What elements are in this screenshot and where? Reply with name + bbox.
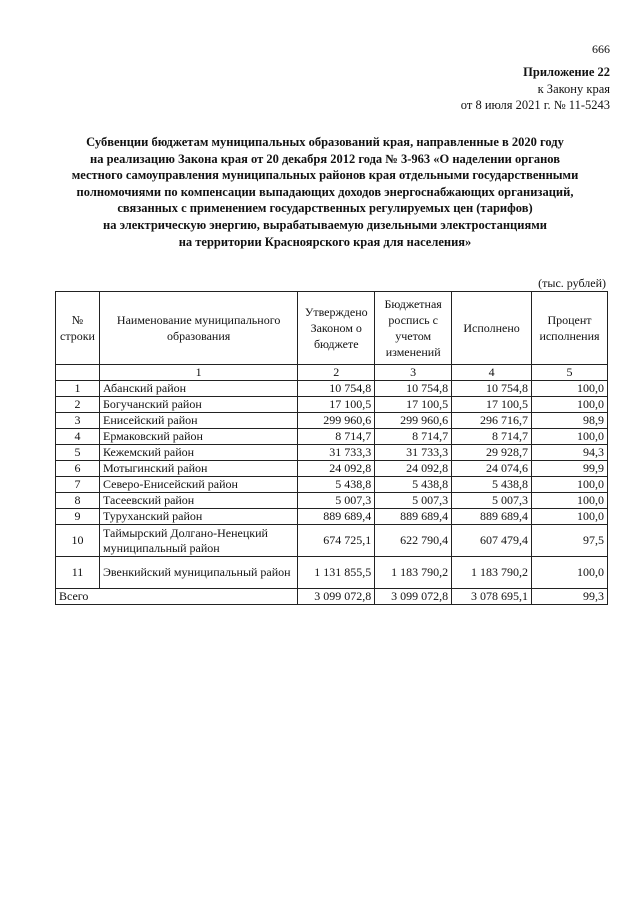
header-budget-schedule: Бюджетная роспись с учетом изменений xyxy=(375,292,452,365)
row-number-cell: 5 xyxy=(56,445,100,461)
title-line: Субвенции бюджетам муниципальных образований края, направленные в 2020 году xyxy=(86,135,564,149)
percent-cell: 100,0 xyxy=(532,557,608,589)
approved-cell: 5 438,8 xyxy=(298,477,375,493)
municipality-cell: Таймырский Долгано-Ненецкий муниципальный район xyxy=(99,525,297,557)
table-header-row xyxy=(56,292,608,365)
schedule-cell: 8 714,7 xyxy=(375,429,452,445)
approved-cell: 674 725,1 xyxy=(298,525,375,557)
executed-cell: 5 438,8 xyxy=(452,477,532,493)
title-line: местного самоуправления муниципальных районов края отдельными государственными xyxy=(71,168,579,183)
percent-cell: 100,0 xyxy=(532,381,608,397)
schedule-cell: 889 689,4 xyxy=(375,509,452,525)
total-row xyxy=(56,589,608,605)
executed-cell: 1 183 790,2 xyxy=(452,557,532,589)
header-row-number: № строки xyxy=(56,292,100,365)
municipality-cell: Ермаковский район xyxy=(99,429,297,445)
table-row xyxy=(56,413,608,429)
row-number-cell: 11 xyxy=(56,557,100,589)
header-approved: Утверждено Законом о бюджете xyxy=(298,292,375,365)
row-number-cell: 10 xyxy=(56,525,100,557)
municipality-cell: Енисейский район xyxy=(99,413,297,429)
executed-cell: 29 928,7 xyxy=(452,445,532,461)
approved-cell: 1 131 855,5 xyxy=(298,557,375,589)
column-number-cell: 3 xyxy=(375,365,452,381)
executed-cell: 5 007,3 xyxy=(452,493,532,509)
table-row xyxy=(56,477,608,493)
executed-cell: 607 479,4 xyxy=(452,525,532,557)
row-number-cell: 4 xyxy=(56,429,100,445)
municipality-cell: Мотыгинский район xyxy=(99,461,297,477)
percent-cell: 100,0 xyxy=(532,509,608,525)
municipality-cell: Богучанский район xyxy=(99,397,297,413)
column-number-cell: 4 xyxy=(452,365,532,381)
schedule-cell: 31 733,3 xyxy=(375,445,452,461)
header-executed: Исполнено xyxy=(452,292,532,365)
percent-cell: 100,0 xyxy=(532,493,608,509)
executed-cell: 10 754,8 xyxy=(452,381,532,397)
row-number-cell: 6 xyxy=(56,461,100,477)
column-number-cell: 2 xyxy=(298,365,375,381)
municipality-cell: Абанский район xyxy=(99,381,297,397)
municipality-cell: Туруханский район xyxy=(99,509,297,525)
approved-cell: 889 689,4 xyxy=(298,509,375,525)
document-title xyxy=(40,134,610,250)
executed-cell: 24 074,6 xyxy=(452,461,532,477)
percent-cell: 94,3 xyxy=(532,445,608,461)
schedule-cell: 1 183 790,2 xyxy=(375,557,452,589)
row-number-cell: 1 xyxy=(56,381,100,397)
approved-cell: 17 100,5 xyxy=(298,397,375,413)
table-row xyxy=(56,381,608,397)
percent-cell: 99,9 xyxy=(532,461,608,477)
municipality-cell: Эвенкийский муниципальный район xyxy=(99,557,297,589)
title-line: связанных с применением государственных регулируемых цен (тарифов) xyxy=(117,201,533,216)
column-number-cell: 1 xyxy=(99,365,297,381)
subsidy-table xyxy=(55,291,608,605)
total-schedule-cell: 3 099 072,8 xyxy=(375,589,452,605)
row-number-cell: 8 xyxy=(56,493,100,509)
title-line: на территории Красноярского края для населения» xyxy=(178,234,472,249)
total-executed-cell: 3 078 695,1 xyxy=(452,589,532,605)
table-row xyxy=(56,557,608,589)
table-row xyxy=(56,461,608,477)
percent-cell: 100,0 xyxy=(532,397,608,413)
schedule-cell: 622 790,4 xyxy=(375,525,452,557)
percent-cell: 98,9 xyxy=(532,413,608,429)
table-row xyxy=(56,429,608,445)
total-label-cell: Всего xyxy=(56,589,298,605)
schedule-cell: 299 960,6 xyxy=(375,413,452,429)
executed-cell: 17 100,5 xyxy=(452,397,532,413)
schedule-cell: 17 100,5 xyxy=(375,397,452,413)
appendix-law-ref: к Закону края xyxy=(537,81,610,96)
appendix-title: Приложение 22 xyxy=(523,65,610,79)
row-number-cell: 9 xyxy=(56,509,100,525)
table-row xyxy=(56,445,608,461)
schedule-cell: 10 754,8 xyxy=(375,381,452,397)
approved-cell: 8 714,7 xyxy=(298,429,375,445)
total-percent-cell: 99,3 xyxy=(532,589,608,605)
schedule-cell: 5 007,3 xyxy=(375,493,452,509)
table-row xyxy=(56,493,608,509)
municipality-cell: Кежемский район xyxy=(99,445,297,461)
column-number-cell xyxy=(56,365,100,381)
approved-cell: 31 733,3 xyxy=(298,445,375,461)
percent-cell: 97,5 xyxy=(532,525,608,557)
approved-cell: 10 754,8 xyxy=(298,381,375,397)
schedule-cell: 24 092,8 xyxy=(375,461,452,477)
approved-cell: 24 092,8 xyxy=(298,461,375,477)
table-row xyxy=(56,397,608,413)
appendix-date: от 8 июля 2021 г. № 11-5243 xyxy=(460,98,610,112)
row-number-cell: 2 xyxy=(56,397,100,413)
title-line: на электрическую энергию, вырабатываемую дизельными электростанциями xyxy=(103,217,547,232)
executed-cell: 8 714,7 xyxy=(452,429,532,445)
schedule-cell: 5 438,8 xyxy=(375,477,452,493)
header-percent: Процент исполнения xyxy=(532,292,608,365)
approved-cell: 299 960,6 xyxy=(298,413,375,429)
municipality-cell: Северо-Енисейский район xyxy=(99,477,297,493)
page-number: 666 xyxy=(592,42,610,56)
approved-cell: 5 007,3 xyxy=(298,493,375,509)
appendix-block xyxy=(461,64,610,114)
table-row xyxy=(56,509,608,525)
column-number-cell: 5 xyxy=(532,365,608,381)
total-approved-cell: 3 099 072,8 xyxy=(298,589,375,605)
executed-cell: 889 689,4 xyxy=(452,509,532,525)
header-municipality: Наименование муниципального образования xyxy=(99,292,297,365)
title-line: на реализацию Закона края от 20 декабря 2012 года № 3-963 «О наделении органов xyxy=(90,151,560,166)
title-line: полномочиями по компенсации выпадающих доходов энергоснабжающих организаций, xyxy=(76,184,574,199)
row-number-cell: 7 xyxy=(56,477,100,493)
column-number-row xyxy=(56,365,608,381)
percent-cell: 100,0 xyxy=(532,477,608,493)
municipality-cell: Тасеевский район xyxy=(99,493,297,509)
percent-cell: 100,0 xyxy=(532,429,608,445)
executed-cell: 296 716,7 xyxy=(452,413,532,429)
row-number-cell: 3 xyxy=(56,413,100,429)
units-note: (тыс. рублей) xyxy=(538,276,606,290)
table-row xyxy=(56,525,608,557)
